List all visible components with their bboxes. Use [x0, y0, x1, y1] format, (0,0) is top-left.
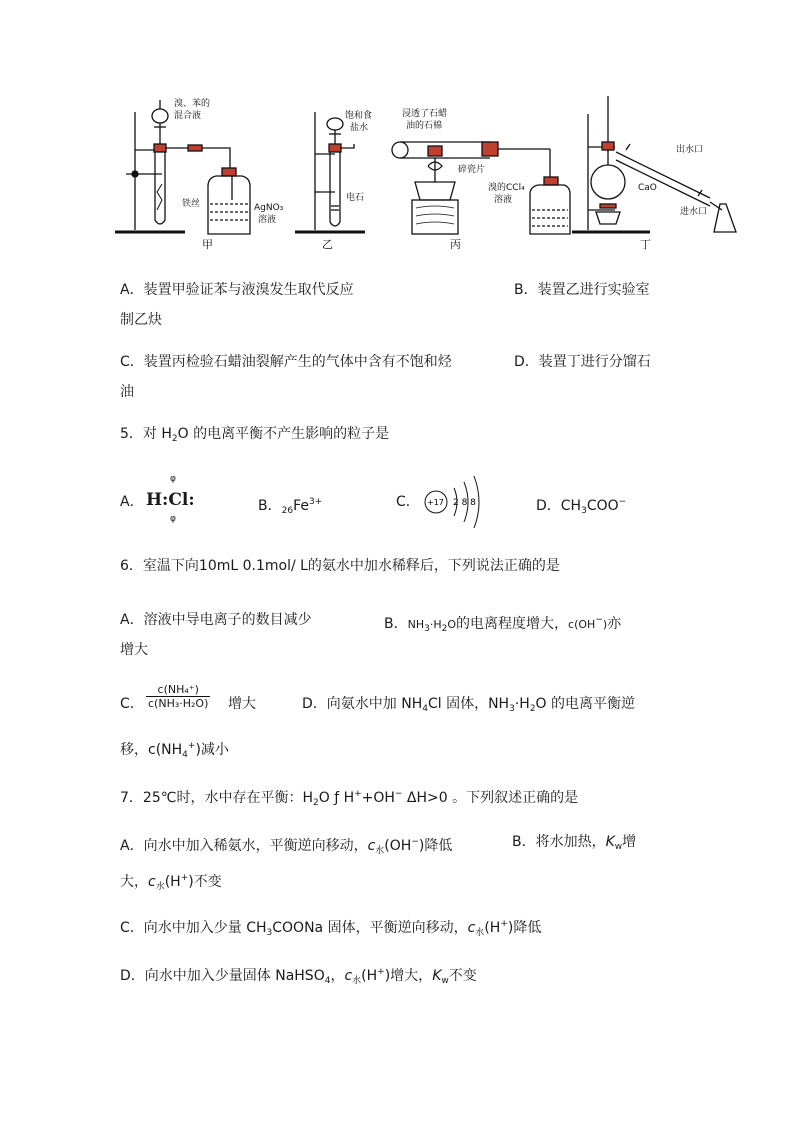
- q5-option-d: D．$CH_3COO^-$: [536, 497, 627, 516]
- q6-option-b-cont: 增大: [120, 642, 148, 658]
- q6-option-c-fraction: $\frac{\text{c(NH₄⁺)}}{\text{c(NH₃·H₂O)}}$: [148, 683, 209, 710]
- q4-option-d: D．装置丁进行分馏石: [514, 354, 651, 370]
- q6-stem: 6．室温下向10mL 0.1mol/ L的氨水中加水稀释后，下列说法正确的是: [120, 558, 560, 574]
- label-yi-stone: 电石: [346, 193, 365, 203]
- q5-option-a-label: A．: [120, 494, 144, 510]
- q6-option-d-cont: 移，$c(NH_4^+)$减小: [120, 741, 229, 760]
- q4-option-b-cont: 制乙炔: [120, 312, 162, 328]
- q6-option-c-label: C．: [120, 696, 144, 712]
- q5-stem: 5．对 $H_2O$ 的电离平衡不产生影响的粒子是: [120, 426, 390, 444]
- q6-option-c-end: 增大: [228, 696, 256, 712]
- q7-option-c: C．向水中加入少量 $CH_3COONa$ 固体，平衡逆向移动，$c_水(H^+)$降低: [120, 919, 542, 938]
- q7-stem: 7．25℃时，水中存在平衡：$H_2O$ ƒ H++OH− ΔH>0 。下列叙述正确的是: [120, 789, 579, 808]
- chlorine-ion-structure: [422, 474, 498, 530]
- q7-option-a: A．向水中加入稀氨水，平衡逆向移动，$c_水(OH^-)$降低: [120, 837, 453, 856]
- apparatus-figure: [110, 92, 770, 252]
- label-bing-ccl4-2: 溶液: [494, 195, 513, 205]
- q6-option-a: A．溶液中导电离子的数目减少: [120, 612, 312, 628]
- label-bing-top: 浸透了石蜡: [402, 109, 448, 119]
- q6-option-d: D．向氨水中加 $NH_4Cl$ 固体，$NH_3\cdot H_2O$ 的电离平衡逆: [302, 696, 636, 714]
- label-ding-in: 进水口: [680, 207, 708, 217]
- caption-jia: 甲: [202, 238, 213, 251]
- label-jia-agno3: AgNO₃: [254, 203, 284, 213]
- svg-text:+17: +17: [427, 498, 444, 507]
- label-ding-cao: CaO: [638, 183, 657, 193]
- label-jia-top: 溴、苯的: [174, 99, 211, 109]
- caption-yi: 乙: [322, 238, 333, 251]
- label-bing-top2: 油的石棉: [406, 121, 443, 131]
- q7-option-d: D．向水中加入少量固体 NaHSO$_4$，$c_水(H^+)$增大，$K_w$不变: [120, 967, 477, 986]
- svg-text:2 8 8: 2 8 8: [453, 498, 476, 508]
- q5-option-b: B．$_{26}Fe^{3+}$: [258, 497, 323, 516]
- caption-bing: 丙: [450, 238, 461, 251]
- label-jia-agno3-2: 溶液: [258, 215, 277, 225]
- label-yi-top2: 盐水: [350, 123, 369, 133]
- label-bing-chip: 碎瓷片: [458, 165, 486, 175]
- q6-option-b: B．$NH_3\cdot H_2O$的电离程度增大，c(OH−)亦: [384, 615, 622, 634]
- q7-option-b-cont: 大，$c_水(H^+)$不变: [120, 873, 222, 892]
- q4-option-a: A．装置甲验证苯与液溴发生取代反应: [120, 282, 354, 298]
- q4-option-d-cont: 油: [120, 384, 134, 400]
- label-ding-out: 出水口: [676, 145, 704, 155]
- label-yi-top: 饱和食: [345, 111, 373, 121]
- q5-option-a-formula: φ H:Cl: φ: [146, 474, 195, 524]
- label-jia-wire: 铁丝: [182, 199, 201, 209]
- caption-ding: 丁: [640, 238, 651, 251]
- apparatus-bing: [392, 142, 570, 234]
- label-bing-ccl4: 溴的CCl₄: [488, 183, 525, 193]
- q4-option-b: B．装置乙进行实验室: [514, 282, 650, 298]
- q7-option-b: B．将水加热，$K_w$增: [512, 834, 637, 852]
- q4-option-c: C．装置丙检验石蜡油裂解产生的气体中含有不饱和烃: [120, 354, 452, 370]
- label-jia-top2: 混合液: [174, 111, 202, 121]
- apparatus-ding: [572, 96, 736, 232]
- q5-option-c-label: C．: [396, 494, 420, 510]
